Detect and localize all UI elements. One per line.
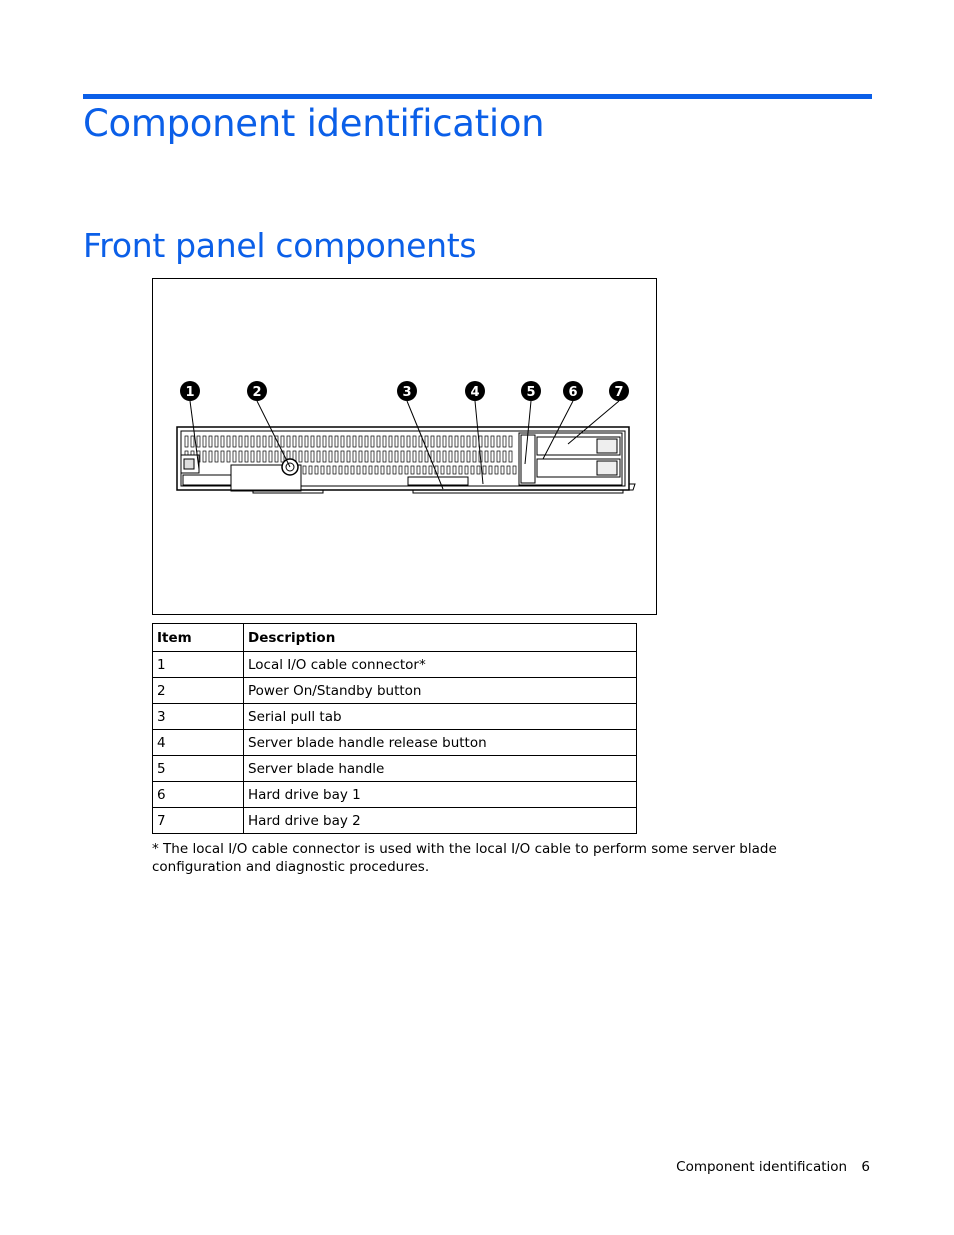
footer-label: Component identification: [676, 1159, 848, 1175]
table-row: [153, 808, 637, 834]
description-cell: Local I/O cable connector*: [244, 652, 637, 678]
table-row: [153, 652, 637, 678]
description-cell: Power On/Standby button: [244, 678, 637, 704]
table-header-row: [153, 624, 637, 652]
description-cell: Server blade handle: [244, 756, 637, 782]
item-cell: 7: [153, 808, 244, 834]
callout-3: [397, 381, 417, 401]
callout-number: 4: [470, 385, 480, 400]
item-cell: 6: [153, 782, 244, 808]
header-item: Item: [153, 624, 244, 652]
callout-number: 2: [252, 385, 262, 400]
callout-5: [521, 381, 541, 401]
callout-number: 7: [614, 385, 624, 400]
callout-6: [563, 381, 583, 401]
table-row: [153, 704, 637, 730]
item-cell: 1: [153, 652, 244, 678]
callout-number: 5: [526, 385, 536, 400]
table-row: [153, 730, 637, 756]
callout-number: 3: [402, 385, 412, 400]
server-blade-illustration: [153, 279, 658, 616]
chapter-title: Component identification: [83, 102, 545, 145]
description-cell: Server blade handle release button: [244, 730, 637, 756]
item-cell: 2: [153, 678, 244, 704]
table-row: [153, 756, 637, 782]
table-row: [153, 782, 637, 808]
item-cell: 4: [153, 730, 244, 756]
callout-7: [609, 381, 629, 401]
front-panel-figure: [152, 278, 657, 615]
section-title: Front panel components: [83, 226, 477, 265]
callout-4: [465, 381, 485, 401]
callout-number: 1: [185, 385, 195, 400]
item-cell: 3: [153, 704, 244, 730]
description-cell: Hard drive bay 2: [244, 808, 637, 834]
callout-1: [180, 381, 200, 401]
title-rule: [83, 94, 872, 99]
components-table: [152, 623, 637, 834]
callout-number: 6: [568, 385, 578, 400]
page-footer: [676, 1159, 870, 1175]
callout-2: [247, 381, 267, 401]
table-row: [153, 678, 637, 704]
footnote: * The local I/O cable connector is used with the local I/O cable to perform some server blade configuration and diagnostic procedures.: [152, 841, 777, 875]
item-cell: 5: [153, 756, 244, 782]
description-cell: Hard drive bay 1: [244, 782, 637, 808]
description-cell: Serial pull tab: [244, 704, 637, 730]
header-description: Description: [244, 624, 637, 652]
page-number: 6: [861, 1159, 870, 1175]
